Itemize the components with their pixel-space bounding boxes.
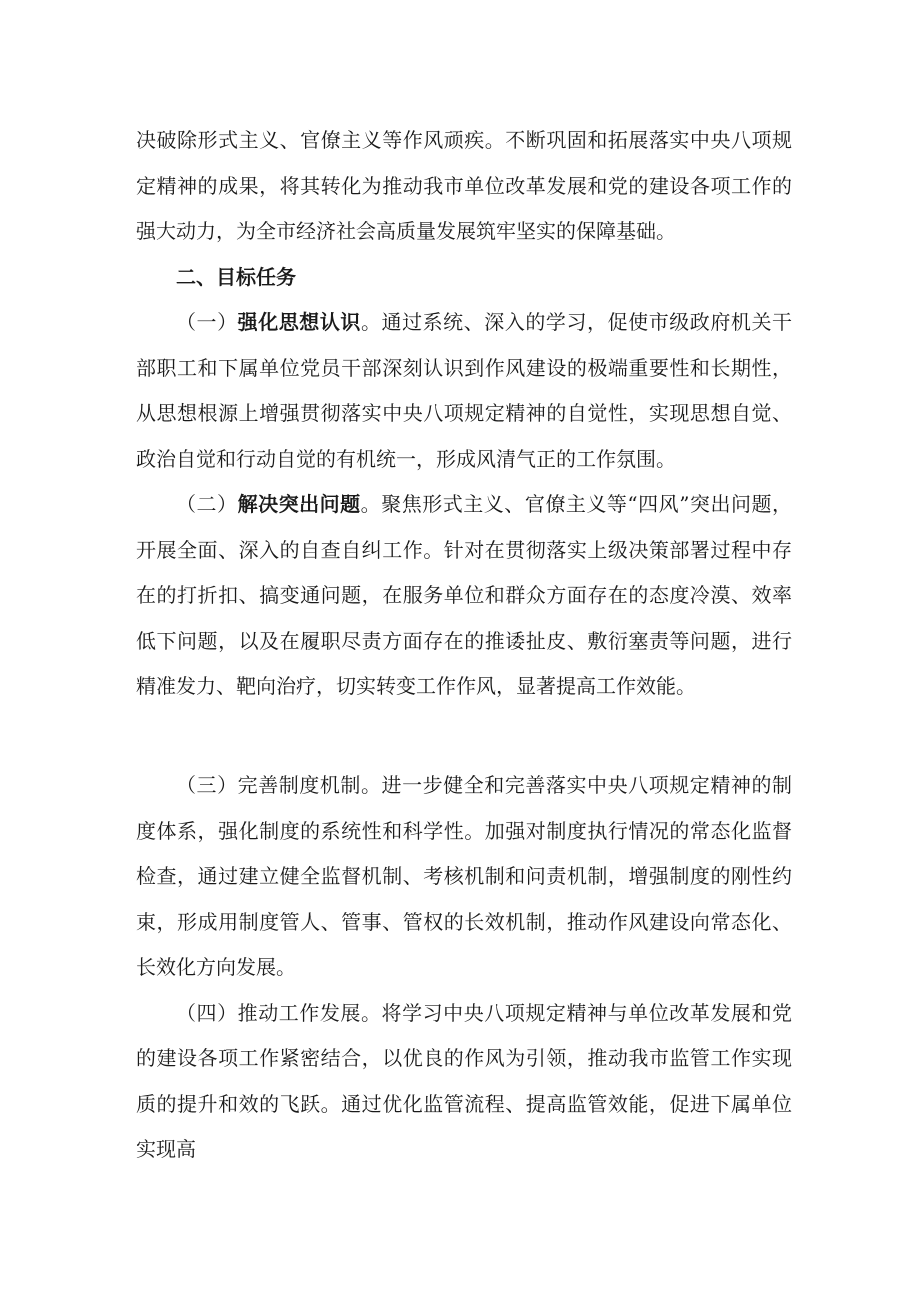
paragraph-target-4: （四）推动工作发展。将学习中央八项规定精神与单位改革发展和党的建设各项工作紧密结合，以优良的作风为引领，推动我市监管工作实现质的提升和效的飞跃。通过优化监管流程、提高监管效能，促进下属单位实现高: [136, 1000, 792, 1161]
item-number: （二）: [176, 492, 238, 516]
paragraph-target-1: [136, 300, 792, 482]
item-body: 。聚焦形式主义、官僚主义等“四风”突出问题，开展全面、深入的自查自纠工作。针对在贯彻落实上级决策部署过程中存在的打折扣、搞变通问题，在服务单位和群众方面存在的态度冷漠、效率低下问题，以及在履职尽责方面存在的推诿扯皮、敷衍塞责等问题，进行精准发力、靶向治疗，切实转变工作作风，显著提高工作效能。: [136, 492, 793, 698]
paragraph-continuation: 决破除形式主义、官僚主义等作风顽疾。不断巩固和拓展落实中央八项规定精神的成果，将其转化为推动我市单位改革发展和党的建设各项工作的强大动力，为全市经济社会高质量发展筑牢坚实的保障基础。: [136, 128, 792, 243]
text-block-upper: [136, 118, 792, 710]
section-heading: 二、目标任务: [176, 264, 296, 289]
item-number: （一）: [176, 310, 238, 334]
paragraph-target-2: [136, 482, 792, 710]
item-title: 强化思想认识: [237, 310, 361, 334]
paragraph-target-3: （三）完善制度机制。进一步健全和完善落实中央八项规定精神的制度体系，强化制度的系统性和科学性。加强对制度执行情况的常态化监督检查，通过建立健全监督机制、考核机制和问责机制，增强制度的刚性约束，形成用制度管人、管事、管权的长效机制，推动作风建设向常态化、长效化方向发展。: [136, 773, 792, 979]
item-title: 解决突出问题: [237, 492, 361, 516]
item-body: 。通过系统、深入的学习，促使市级政府机关干部职工和下属单位党员干部深刻认识到作风建设的极端重要性和长期性，从思想根源上增强贯彻落实中央八项规定精神的自觉性，实现思想自觉、政治自觉和行动自觉的有机统一，形成风清气正的工作氛围。: [136, 310, 793, 471]
text-block-lower: [136, 763, 792, 1173]
